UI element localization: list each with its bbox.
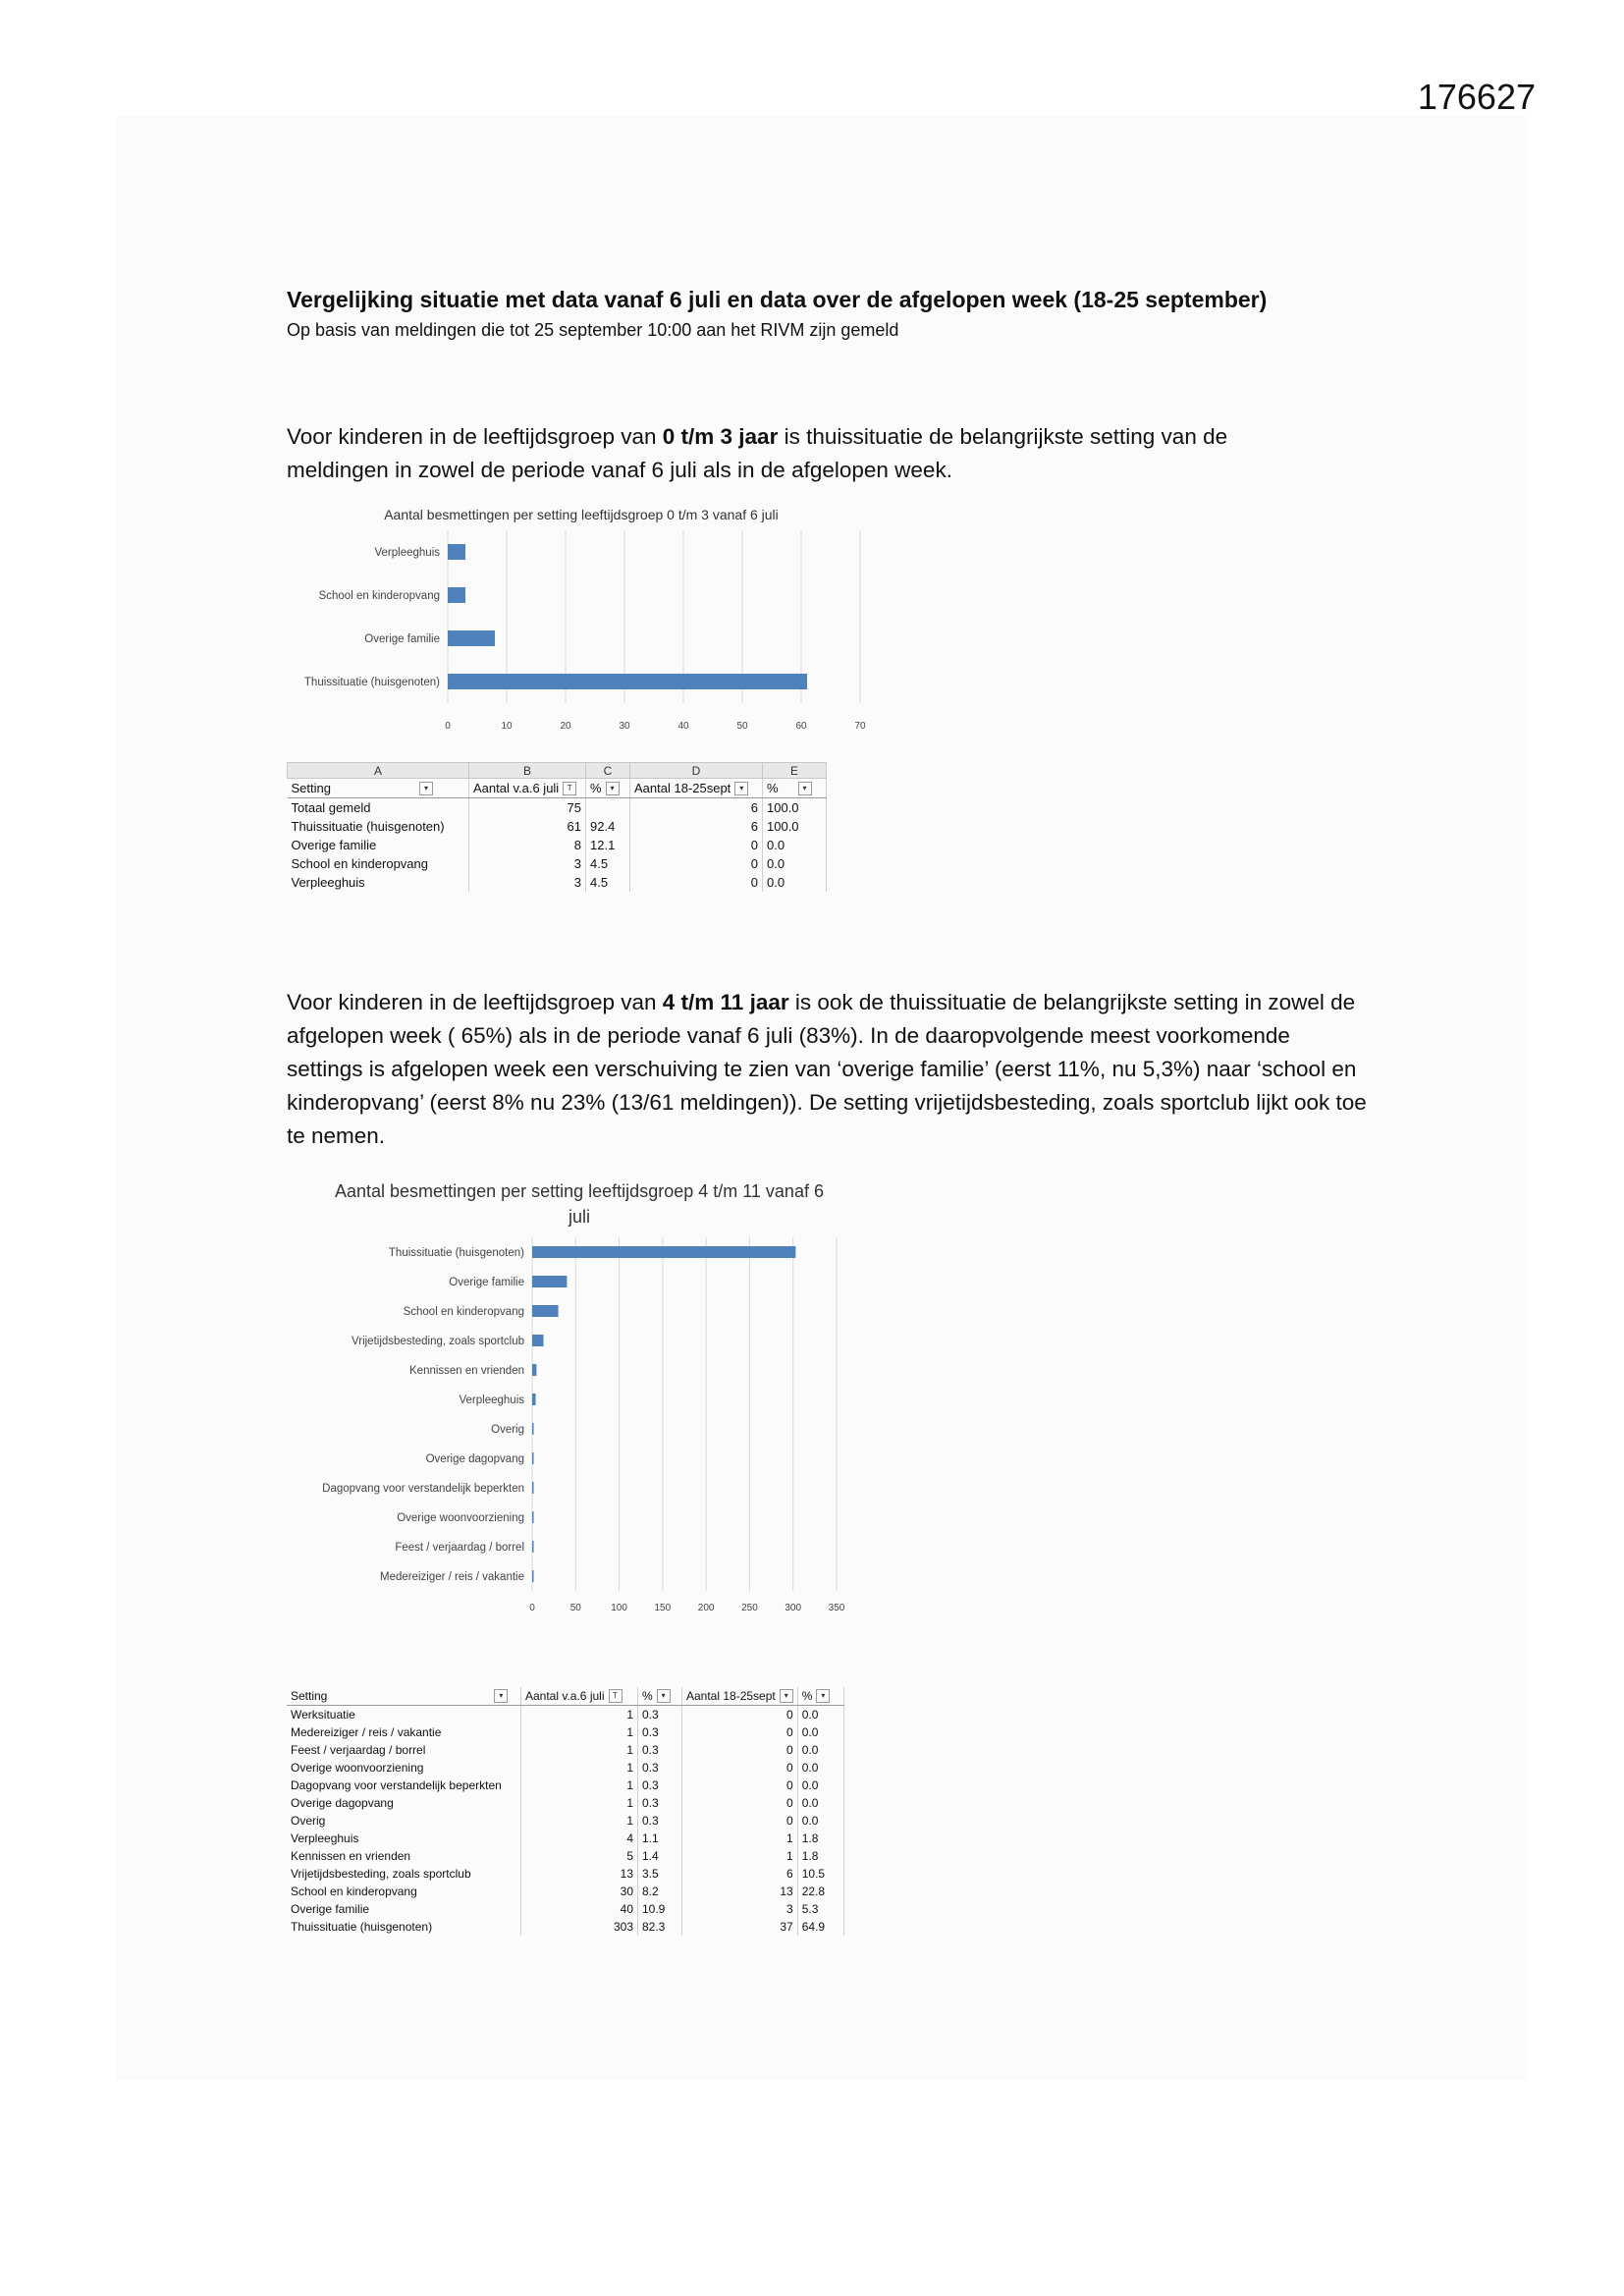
table-row — [287, 1900, 843, 1918]
x-tick-label: 10 — [501, 721, 513, 732]
setting-cell: School en kinderopvang — [288, 854, 469, 873]
table-row — [288, 854, 827, 873]
paragraph-4-11-jaar — [287, 986, 1367, 1153]
percent-cell: 1.4 — [638, 1847, 682, 1865]
percent-cell: 100.0 — [763, 798, 827, 818]
count-cell: 13 — [682, 1883, 798, 1900]
filter-dropdown-icon[interactable]: ▾ — [606, 782, 620, 795]
x-tick-label: 300 — [785, 1603, 802, 1613]
category-label: Thuissituatie (huisgenoten) — [388, 1247, 524, 1260]
table-row — [288, 817, 827, 836]
setting-cell: Medereiziger / reis / vakantie — [287, 1723, 521, 1741]
percent-cell: 0.0 — [797, 1723, 843, 1741]
count-cell: 0 — [682, 1741, 798, 1759]
count-cell: 40 — [521, 1900, 638, 1918]
percent-cell: 64.9 — [797, 1918, 843, 1936]
count-cell: 1 — [521, 1812, 638, 1830]
category-label: Kennissen en vrienden — [409, 1365, 524, 1378]
paragraph-emphasis: 0 t/m 3 jaar — [662, 424, 779, 449]
filter-active-icon[interactable]: T — [609, 1689, 623, 1703]
setting-cell: Overige woonvoorziening — [287, 1759, 521, 1777]
count-cell: 0 — [682, 1723, 798, 1741]
page-subtitle: Op basis van meldingen die tot 25 september 10:00 aan het RIVM zijn gemeld — [287, 320, 899, 340]
count-cell: 303 — [521, 1918, 638, 1936]
count-cell: 1 — [521, 1759, 638, 1777]
data-table-4-11-jaar — [287, 1687, 844, 1936]
category-label: Verpleeghuis — [459, 1394, 524, 1407]
percent-cell: 4.5 — [586, 854, 630, 873]
column-letter: C — [586, 763, 630, 779]
percent-cell: 0.0 — [763, 854, 827, 873]
header-label: Aantal v.a.6 juli — [473, 780, 560, 795]
table-row — [287, 1723, 843, 1741]
header-cell — [682, 1687, 798, 1706]
count-cell: 1 — [521, 1706, 638, 1724]
header-row — [287, 1687, 843, 1706]
header-cell — [469, 779, 586, 798]
bar — [532, 1423, 534, 1435]
bar — [448, 587, 465, 603]
bar — [532, 1570, 534, 1582]
x-tick-label: 200 — [697, 1603, 715, 1613]
paragraph-emphasis: 4 t/m 11 jaar — [662, 990, 789, 1014]
percent-cell: 8.2 — [638, 1883, 682, 1900]
category-label: Vrijetijdsbesteding, zoals sportclub — [352, 1336, 524, 1348]
table-row — [287, 1706, 843, 1724]
document-number: 176627 — [1417, 77, 1536, 117]
header-cell — [586, 779, 630, 798]
table-row — [287, 1794, 843, 1812]
x-tick-label: 70 — [854, 721, 866, 732]
count-cell: 1 — [521, 1723, 638, 1741]
table-row — [288, 873, 827, 892]
percent-cell: 1.8 — [797, 1830, 843, 1847]
setting-cell: Thuissituatie (huisgenoten) — [288, 817, 469, 836]
header-cell — [763, 779, 827, 798]
percent-cell: 0.0 — [763, 873, 827, 892]
setting-cell: Verpleeghuis — [288, 873, 469, 892]
setting-cell: Overige dagopvang — [287, 1794, 521, 1812]
bar — [532, 1511, 534, 1523]
bar-chart-4-11-jaar — [287, 1237, 876, 1630]
chart-title: Aantal besmettingen per setting leeftijdsgroep 4 t/m 11 vanaf 6 juli — [335, 1181, 824, 1227]
bar — [448, 544, 465, 560]
percent-cell: 0.0 — [797, 1794, 843, 1812]
filter-dropdown-icon[interactable]: ▾ — [734, 782, 748, 795]
percent-cell: 10.5 — [797, 1865, 843, 1883]
setting-cell: Overig — [287, 1812, 521, 1830]
column-letter: B — [469, 763, 586, 779]
count-cell: 0 — [682, 1794, 798, 1812]
setting-cell: Vrijetijdsbesteding, zoals sportclub — [287, 1865, 521, 1883]
paragraph-0-3-jaar — [287, 420, 1327, 487]
setting-cell: Verpleeghuis — [287, 1830, 521, 1847]
count-cell: 0 — [630, 873, 763, 892]
header-label: Aantal 18-25sept — [634, 780, 731, 795]
category-label: Overige familie — [364, 633, 440, 646]
category-label: Thuissituatie (huisgenoten) — [303, 677, 440, 689]
count-cell: 1 — [521, 1794, 638, 1812]
table-row — [287, 1918, 843, 1936]
data-table-0-3-jaar — [287, 762, 827, 892]
filter-active-icon[interactable]: T — [563, 782, 576, 795]
category-label: School en kinderopvang — [318, 590, 440, 603]
count-cell: 61 — [469, 817, 586, 836]
filter-dropdown-icon[interactable]: ▾ — [494, 1689, 508, 1703]
percent-cell: 4.5 — [586, 873, 630, 892]
header-cell — [638, 1687, 682, 1706]
header-cell — [287, 1687, 521, 1706]
header-label: % — [801, 1688, 813, 1703]
x-tick-label: 150 — [654, 1603, 672, 1613]
category-label: Dagopvang voor verstandelijk beperkten — [322, 1483, 524, 1496]
percent-cell: 0.0 — [797, 1812, 843, 1830]
category-label: Medereiziger / reis / vakantie — [379, 1571, 524, 1584]
percent-cell: 0.3 — [638, 1812, 682, 1830]
table-row — [287, 1812, 843, 1830]
percent-cell: 0.0 — [797, 1759, 843, 1777]
x-tick-label: 0 — [445, 721, 451, 732]
header-label: % — [590, 780, 602, 795]
header-cell — [288, 779, 469, 798]
percent-cell: 1.8 — [797, 1847, 843, 1865]
percent-cell: 0.3 — [638, 1723, 682, 1741]
header-label: Setting — [291, 780, 331, 795]
percent-cell: 0.3 — [638, 1777, 682, 1794]
count-cell: 3 — [682, 1900, 798, 1918]
count-cell: 0 — [682, 1812, 798, 1830]
setting-cell: Dagopvang voor verstandelijk beperkten — [287, 1777, 521, 1794]
paragraph-text: Voor kinderen in de leeftijdsgroep van — [287, 990, 663, 1014]
bar — [532, 1276, 567, 1287]
x-tick-label: 50 — [569, 1603, 581, 1613]
setting-cell: Overige familie — [287, 1900, 521, 1918]
column-letter: A — [288, 763, 469, 779]
filter-dropdown-icon[interactable]: ▾ — [780, 1689, 793, 1703]
category-label: Overige woonvoorziening — [397, 1512, 524, 1525]
header-cell — [630, 779, 763, 798]
count-cell: 1 — [521, 1777, 638, 1794]
count-cell: 8 — [469, 836, 586, 854]
percent-cell: 0.3 — [638, 1794, 682, 1812]
category-label: Overige familie — [449, 1277, 524, 1289]
filter-dropdown-icon[interactable]: ▾ — [657, 1689, 671, 1703]
percent-cell: 10.9 — [638, 1900, 682, 1918]
category-label: Overig — [491, 1424, 524, 1437]
table-row — [287, 1741, 843, 1759]
x-tick-label: 30 — [619, 721, 630, 732]
filter-dropdown-icon[interactable]: ▾ — [419, 782, 433, 795]
x-tick-label: 350 — [828, 1603, 845, 1613]
table-row — [288, 836, 827, 854]
percent-cell: 5.3 — [797, 1900, 843, 1918]
bar-chart-0-3-jaar — [287, 530, 895, 746]
category-label: School en kinderopvang — [403, 1306, 524, 1319]
count-cell: 13 — [521, 1865, 638, 1883]
bar — [448, 674, 807, 689]
header-cell — [521, 1687, 638, 1706]
page-title: Vergelijking situatie met data vanaf 6 juli en data over de afgelopen week (18-25 september) — [287, 287, 1268, 312]
header-row — [288, 779, 827, 798]
category-label: Feest / verjaardag / borrel — [395, 1542, 524, 1555]
column-letter: D — [630, 763, 763, 779]
bar — [532, 1452, 534, 1464]
percent-cell: 0.0 — [797, 1777, 843, 1794]
percent-cell: 0.0 — [797, 1706, 843, 1724]
count-cell: 75 — [469, 798, 586, 818]
count-cell: 1 — [682, 1830, 798, 1847]
count-cell: 6 — [630, 798, 763, 818]
bar — [532, 1394, 536, 1405]
percent-cell: 92.4 — [586, 817, 630, 836]
percent-cell: 0.3 — [638, 1759, 682, 1777]
count-cell: 3 — [469, 854, 586, 873]
percent-cell: 1.1 — [638, 1830, 682, 1847]
count-cell: 0 — [630, 836, 763, 854]
filter-dropdown-icon[interactable]: ▾ — [798, 782, 812, 795]
bar — [532, 1482, 534, 1494]
setting-cell: Thuissituatie (huisgenoten) — [287, 1918, 521, 1936]
header-label: % — [767, 780, 779, 795]
table-row — [287, 1759, 843, 1777]
chart-title: Aantal besmettingen per setting leeftijdsgroep 0 t/m 3 vanaf 6 juli — [384, 507, 779, 522]
count-cell: 5 — [521, 1847, 638, 1865]
count-cell: 37 — [682, 1918, 798, 1936]
x-tick-label: 100 — [611, 1603, 627, 1613]
percent-cell: 82.3 — [638, 1918, 682, 1936]
count-cell: 3 — [469, 873, 586, 892]
header-cell — [797, 1687, 843, 1706]
count-cell: 0 — [682, 1759, 798, 1777]
percent-cell: 3.5 — [638, 1865, 682, 1883]
count-cell: 1 — [521, 1741, 638, 1759]
bar — [448, 630, 495, 646]
percent-cell: 0.0 — [763, 836, 827, 854]
percent-cell: 0.0 — [797, 1741, 843, 1759]
percent-cell: 22.8 — [797, 1883, 843, 1900]
count-cell: 30 — [521, 1883, 638, 1900]
setting-cell: Werksituatie — [287, 1706, 521, 1724]
category-label: Verpleeghuis — [374, 547, 440, 560]
header-label: Aantal v.a.6 juli — [525, 1688, 605, 1703]
column-letter-row — [288, 763, 827, 779]
column-letter: E — [763, 763, 827, 779]
setting-cell: Kennissen en vrienden — [287, 1847, 521, 1865]
table-row — [287, 1865, 843, 1883]
table-row — [288, 798, 827, 818]
bar — [532, 1364, 536, 1376]
paragraph-text: Voor kinderen in de leeftijdsgroep van — [287, 424, 663, 449]
setting-cell: Totaal gemeld — [288, 798, 469, 818]
setting-cell: Feest / verjaardag / borrel — [287, 1741, 521, 1759]
header-label: % — [642, 1688, 653, 1703]
x-tick-label: 20 — [560, 721, 571, 732]
percent-cell: 100.0 — [763, 817, 827, 836]
header-label: Setting — [291, 1688, 328, 1703]
count-cell: 0 — [682, 1777, 798, 1794]
percent-cell: 12.1 — [586, 836, 630, 854]
percent-cell: 0.3 — [638, 1706, 682, 1724]
table-row — [287, 1883, 843, 1900]
x-tick-label: 50 — [736, 721, 748, 732]
setting-cell: Overige familie — [288, 836, 469, 854]
count-cell: 1 — [682, 1847, 798, 1865]
setting-cell: School en kinderopvang — [287, 1883, 521, 1900]
bar — [532, 1305, 559, 1317]
table-row — [287, 1830, 843, 1847]
filter-dropdown-icon[interactable]: ▾ — [816, 1689, 830, 1703]
bar — [532, 1246, 795, 1258]
bar — [532, 1541, 534, 1553]
table-row — [287, 1777, 843, 1794]
count-cell: 6 — [682, 1865, 798, 1883]
x-tick-label: 250 — [741, 1603, 758, 1613]
paragraph-text: is thuissituatie de belangrijkste setting van de meldingen in zowel de periode vanaf 6 juli als in de afgelopen week. — [287, 424, 1228, 482]
count-cell: 4 — [521, 1830, 638, 1847]
table-row — [287, 1847, 843, 1865]
count-cell: 0 — [630, 854, 763, 873]
header-label: Aantal 18-25sept — [686, 1688, 776, 1703]
x-tick-label: 0 — [529, 1603, 535, 1613]
paragraph-text: is ook de thuissituatie de belangrijkste setting in zowel de afgelopen week ( 65%) als in de periode vanaf 6 juli (83%). In de daaropvolgende meest voorkomende settings is afgelopen week een verschuiving te zien van ‘overige familie’ (eerst 11%, nu 5,3%) naar ‘school en kinderopvang’ (eerst 8% nu 23% (13/61 meldingen)). De setting vrijetijdsbesteding, zoals sportclub lijkt ook toe te nemen. — [287, 990, 1367, 1148]
count-cell: 0 — [682, 1706, 798, 1724]
x-tick-label: 40 — [677, 721, 689, 732]
bar — [532, 1335, 544, 1346]
x-tick-label: 60 — [795, 721, 807, 732]
count-cell: 6 — [630, 817, 763, 836]
category-label: Overige dagopvang — [425, 1453, 524, 1466]
percent-cell — [586, 798, 630, 818]
percent-cell: 0.3 — [638, 1741, 682, 1759]
